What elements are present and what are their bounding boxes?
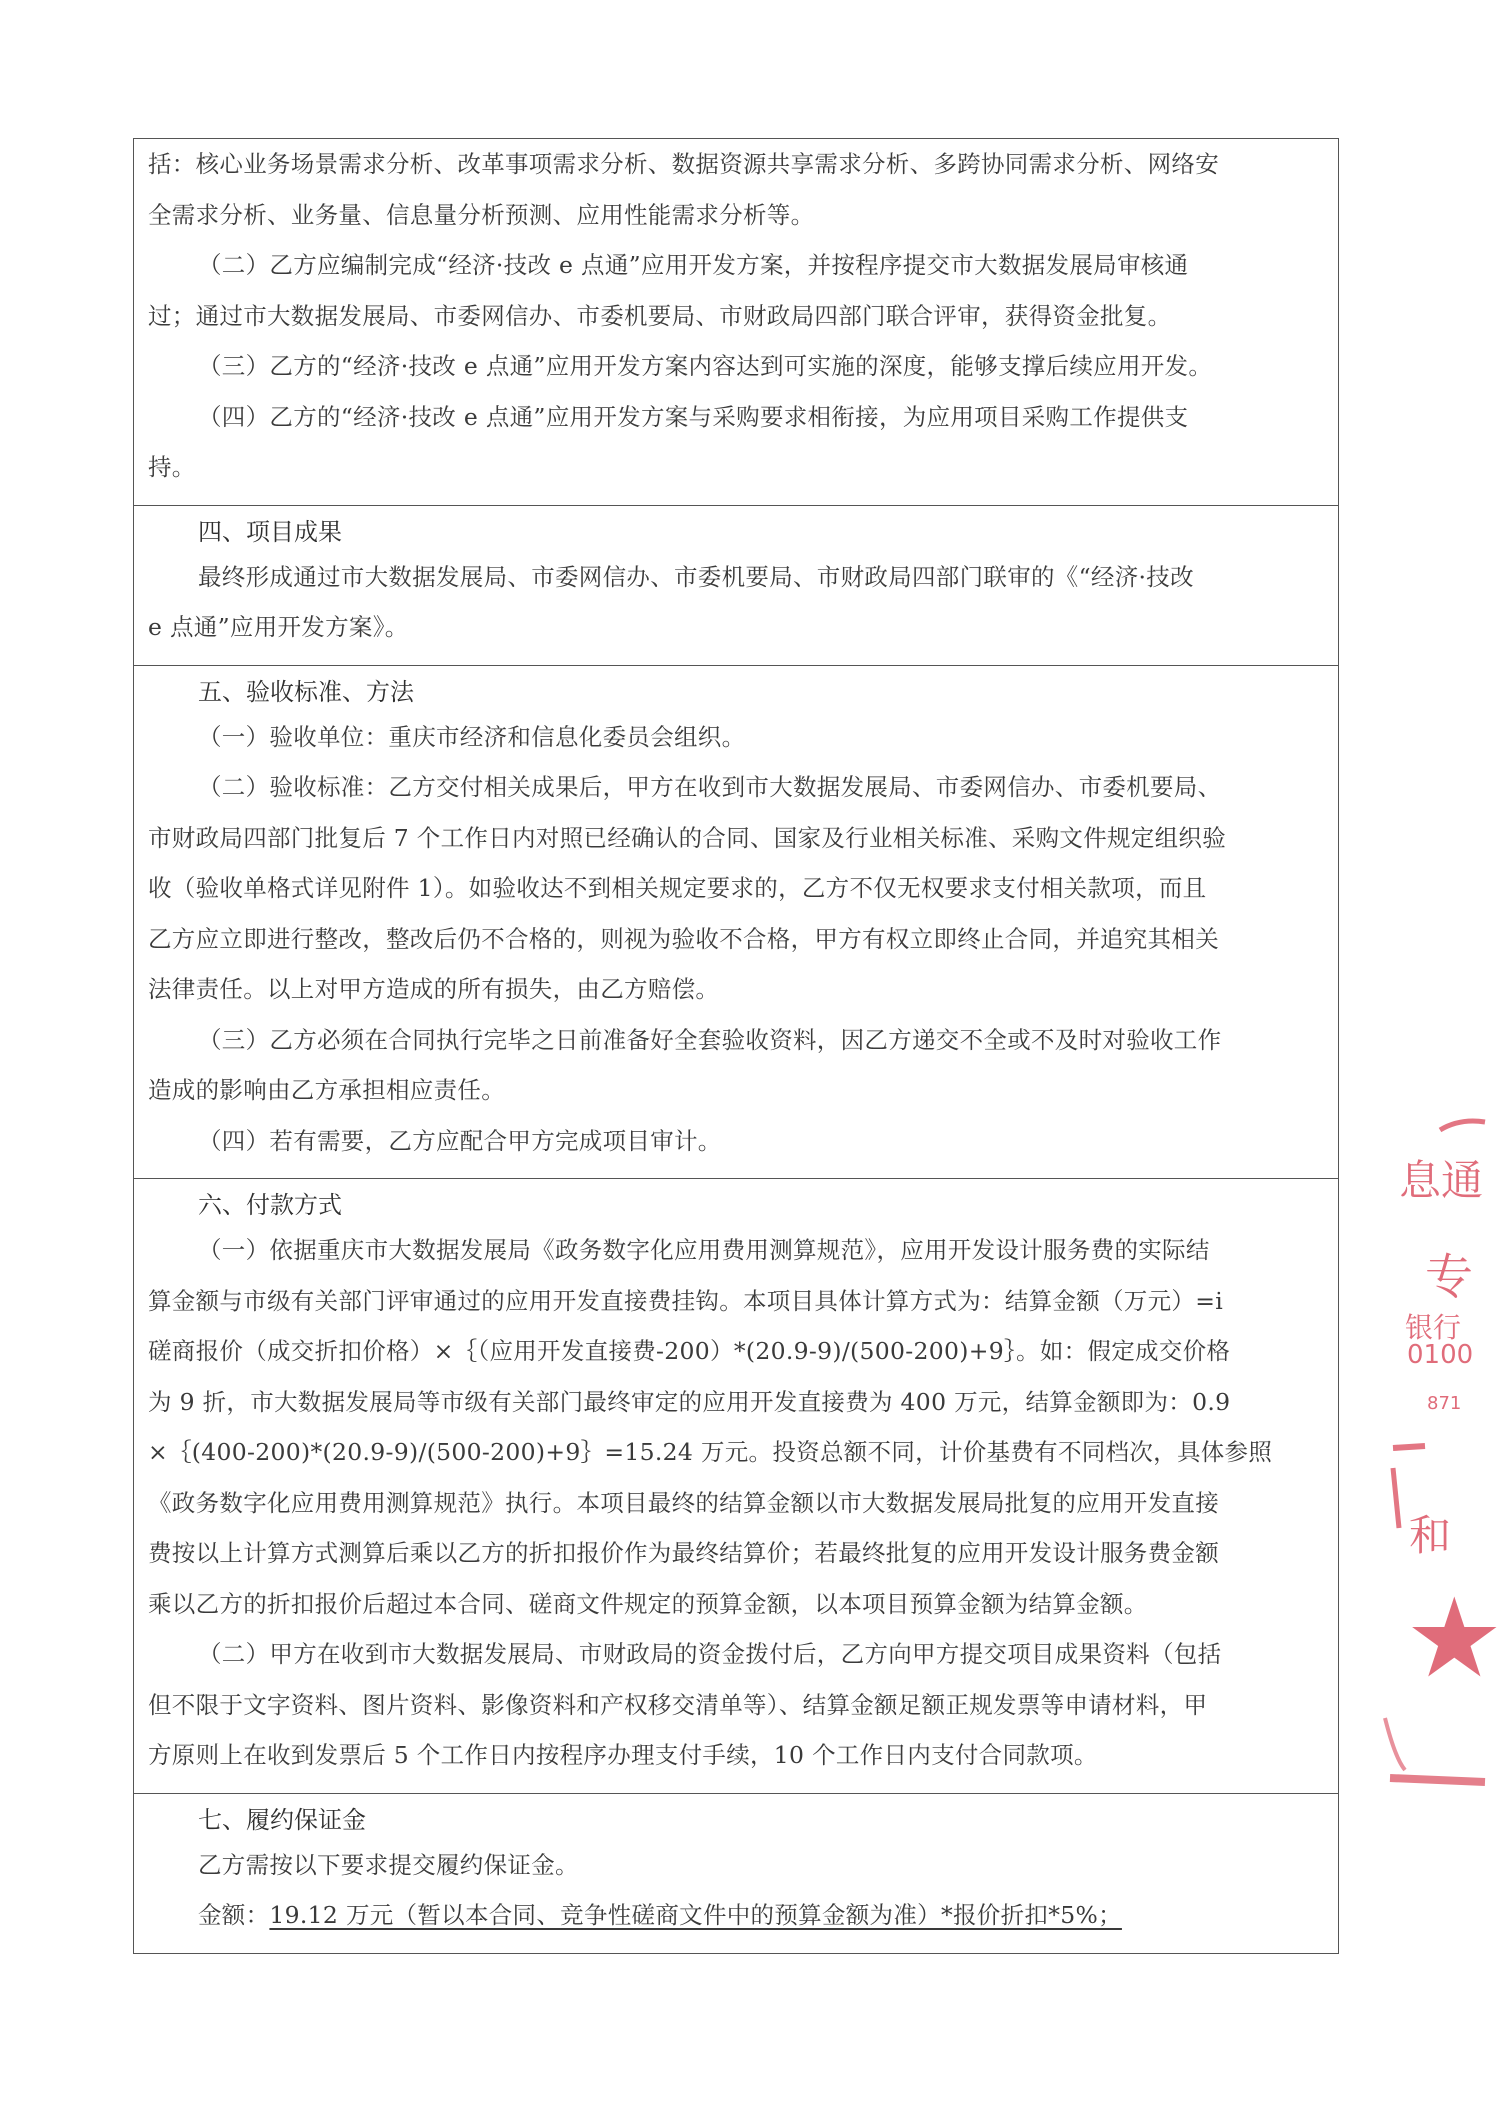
text-line: 法律责任。以上对甲方造成的所有损失，由乙方赔偿。 <box>148 975 720 1003</box>
text-line: 乙方应立即进行整改，整改后仍不合格的，则视为验收不合格，甲方有权立即终止合同，并追究其相关 <box>148 924 1219 953</box>
section-scope-continuation <box>134 139 1338 505</box>
text-line: 括：核心业务场景需求分析、改革事项需求分析、数据资源共享需求分析、多跨协同需求分析、网络安 <box>148 150 1219 178</box>
stamp-text: 银行 <box>1405 1311 1462 1344</box>
stamp-text: 和 <box>1409 1511 1452 1560</box>
text-line: 持。 <box>148 453 196 481</box>
section-heading: 四、项目成果 <box>198 517 342 546</box>
contract-table <box>133 138 1339 1954</box>
text-line: 乙方需按以下要求提交履约保证金。 <box>198 1850 579 1879</box>
text-line: 但不限于文字资料、图片资料、影像资料和产权移交清单等）、结算金额足额正规发票等申请材料，甲 <box>148 1690 1208 1719</box>
text-line: 最终形成通过市大数据发展局、市委网信办、市委机要局、市财政局四部门联审的《“经济·技改 <box>198 562 1194 591</box>
text-line: （三）乙方的“经济·技改 e 点通”应用开发方案内容达到可实施的深度，能够支撑后续应用开发。 <box>198 352 1213 380</box>
deposit-amount-value: 19.12 万元（暂以本合同、竞争性磋商文件中的预算金额为准）*报价折扣*5%； <box>269 1901 1122 1929</box>
text-line: 过；通过市大数据发展局、市委网信办、市委机要局、市财政局四部门联合评审，获得资金批复。 <box>148 301 1172 330</box>
text-line: （三）乙方必须在合同执行完毕之日前准备好全套验收资料，因乙方递交不全或不及时对验收工作 <box>198 1025 1222 1054</box>
seal-stamp-fragment <box>1385 1118 1504 1808</box>
section-performance-deposit <box>134 1793 1338 1953</box>
section-acceptance <box>134 665 1338 1179</box>
section-project-results <box>134 505 1338 665</box>
text-line: 全需求分析、业务量、信息量分析预测、应用性能需求分析等。 <box>148 200 815 229</box>
text-line: （二）验收标准：乙方交付相关成果后，甲方在收到市大数据发展局、市委网信办、市委机要局、 <box>198 773 1222 801</box>
stamp-text: 专 <box>1425 1249 1474 1305</box>
text-line: 费按以上计算方式测算后乘以乙方的折扣报价作为最终结算价；若最终批复的应用开发设计服务费金额 <box>148 1539 1219 1567</box>
section-heading: 五、验收标准、方法 <box>198 677 414 706</box>
text-line: e 点通”应用开发方案》。 <box>148 613 409 641</box>
stamp-text: 息通 <box>1399 1156 1484 1205</box>
deposit-amount-line <box>148 1890 1324 1941</box>
section-heading: 六、付款方式 <box>198 1191 342 1219</box>
text-line: （一）依据重庆市大数据发展局《政务数字化应用费用测算规范》，应用开发设计服务费的实际结 <box>198 1236 1210 1264</box>
text-line: 磋商报价（成交折扣价格）×｛（应用开发直接费-200）*(20.9-9)/(500-200)+9｝。如：假定成交价格 <box>148 1337 1231 1365</box>
stamp-text: 871 <box>1427 1393 1462 1414</box>
text-line: 为 9 折，市大数据发展局等市级有关部门最终审定的应用开发直接费为 400 万元，结算金额即为：0.9 <box>148 1387 1231 1416</box>
section-heading: 七、履约保证金 <box>198 1805 366 1834</box>
text-line: 《政务数字化应用费用测算规范》执行。本项目最终的结算金额以市大数据发展局批复的应用开发直接 <box>148 1488 1219 1517</box>
text-line: 收（验收单格式详见附件 1）。如验收达不到相关规定要求的，乙方不仅无权要求支付相关款项，而且 <box>148 874 1207 902</box>
text-line: （四）乙方的“经济·技改 e 点通”应用开发方案与采购要求相衔接，为应用项目采购工作提供支 <box>198 402 1189 431</box>
star-icon: ★ <box>1405 1574 1504 1702</box>
text-line: （二）乙方应编制完成“经济·技改 e 点通”应用开发方案，并按程序提交市大数据发展局审核通 <box>198 251 1189 279</box>
text-line: 乘以乙方的折扣报价后超过本合同、磋商文件规定的预算金额，以本项目预算金额为结算金额。 <box>148 1589 1148 1618</box>
text-line: 造成的影响由乙方承担相应责任。 <box>148 1076 505 1104</box>
text-line: （二）甲方在收到市大数据发展局、市财政局的资金拨付后，乙方向甲方提交项目成果资料（包括 <box>198 1640 1222 1668</box>
text-line: 市财政局四部门批复后 7 个工作日内对照已经确认的合同、国家及行业相关标准、采购文件规定组织验 <box>148 823 1226 852</box>
section-payment <box>134 1178 1338 1793</box>
text-line: ×｛(400-200)*(20.9-9)/(500-200)+9｝=15.24 万元。投资总额不同，计价基费有不同档次，具体参照 <box>148 1438 1273 1466</box>
deposit-amount-label: 金额： <box>198 1901 270 1929</box>
seal-stamp-graphic <box>1385 1118 1488 1808</box>
stamp-text: 0100 <box>1407 1340 1474 1370</box>
text-line: （四）若有需要，乙方应配合甲方完成项目审计。 <box>198 1126 722 1155</box>
text-line: 算金额与市级有关部门评审通过的应用开发直接费挂钩。本项目具体计算方式为：结算金额（万元）=i <box>148 1286 1224 1315</box>
text-line: （一）验收单位：重庆市经济和信息化委员会组织。 <box>198 722 746 751</box>
text-line: 方原则上在收到发票后 5 个工作日内按程序办理支付手续，10 个工作日内支付合同款项。 <box>148 1741 1098 1769</box>
